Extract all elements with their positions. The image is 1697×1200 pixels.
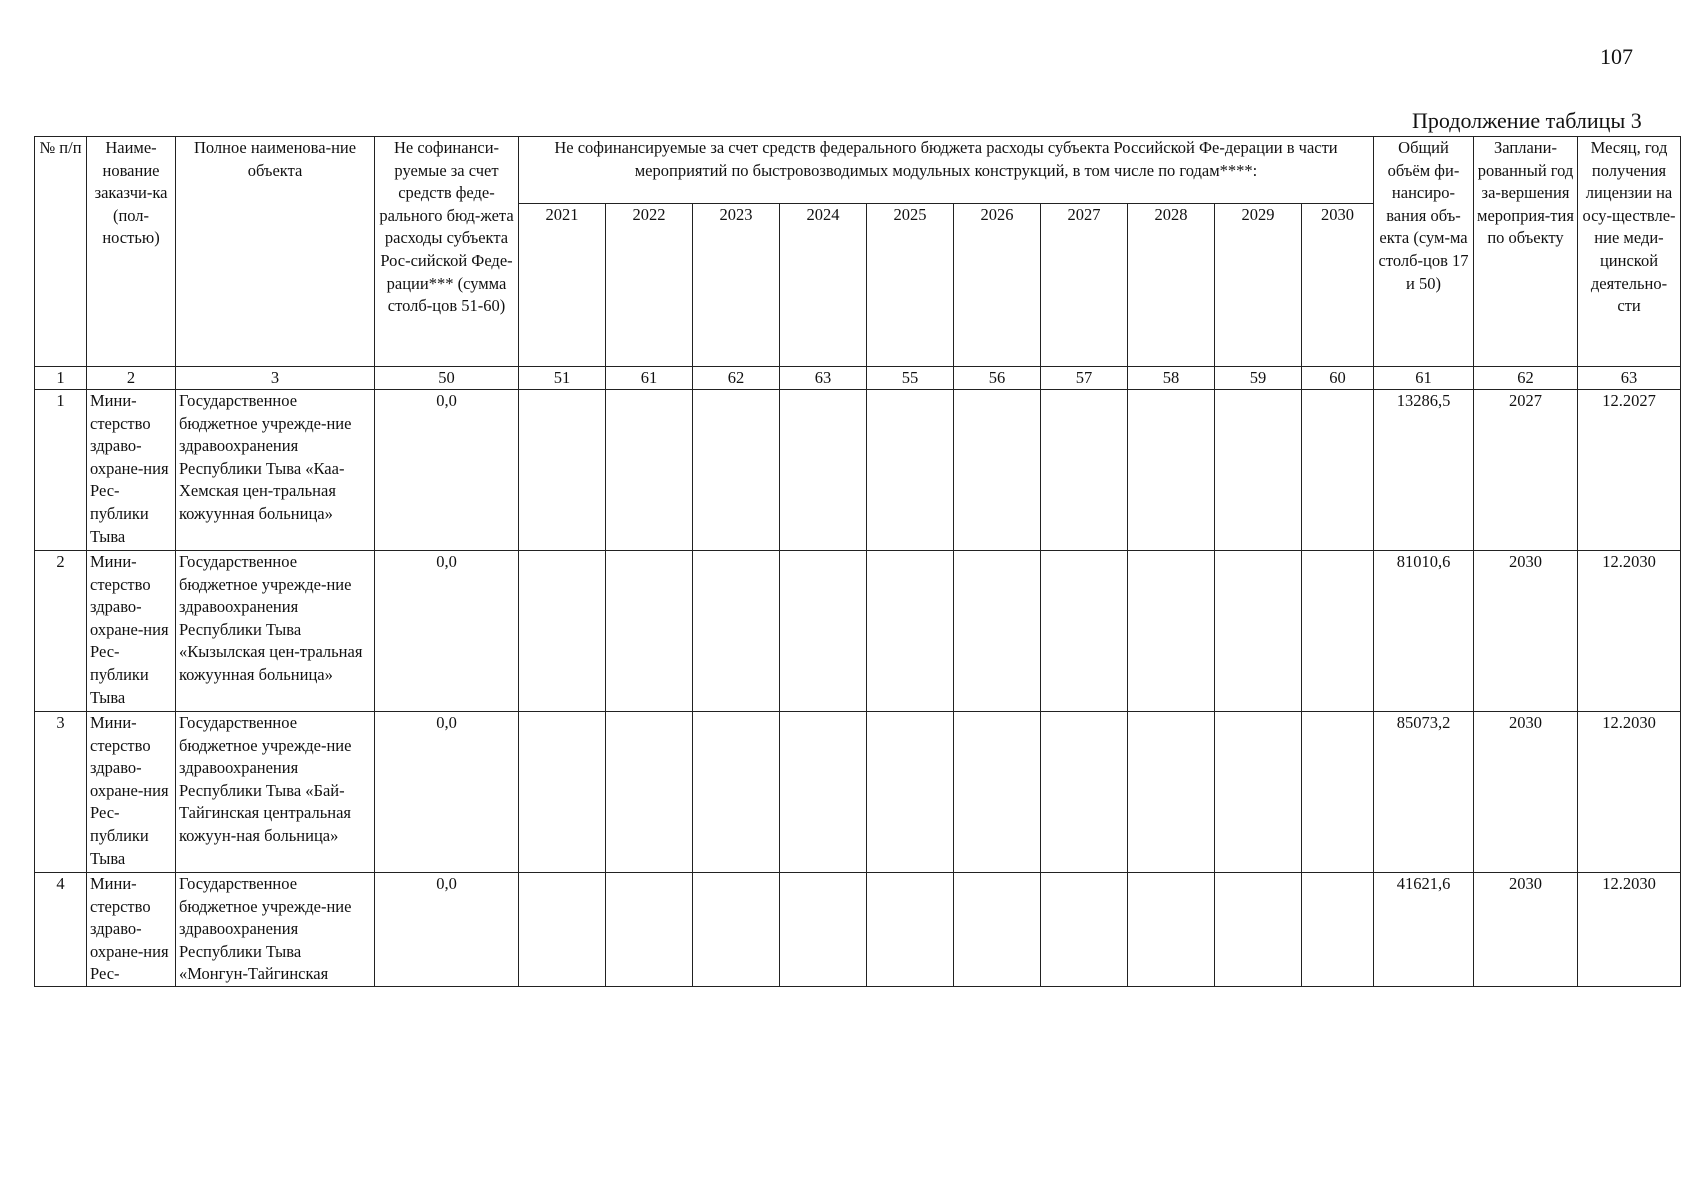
header-customer: Наиме-нование заказчи-ка (пол-ностью): [87, 137, 176, 367]
row-number: 2: [35, 551, 87, 712]
data-table: [34, 136, 1681, 987]
year-header: 2024: [780, 204, 867, 367]
year-cell: [693, 551, 780, 712]
year-cell: [606, 873, 693, 987]
column-number: 62: [693, 367, 780, 390]
header-planned: Заплани-рованный год за-вершения мероприя-тия по объекту: [1474, 137, 1578, 367]
row-number: 3: [35, 712, 87, 873]
cofin-cell: 0,0: [375, 712, 519, 873]
cofin-cell: 0,0: [375, 390, 519, 551]
header-modular: Не софинансируемые за счет средств федерального бюджета расходы субъекта Российской Фе-дерации в части мероприятий по быстровозводимых модульных конструкций, в том числе по годам****:: [519, 137, 1374, 204]
year-cell: [780, 712, 867, 873]
year-cell: [519, 551, 606, 712]
year-cell: [1302, 551, 1374, 712]
year-cell: [954, 551, 1041, 712]
license-cell: 12.2030: [1578, 712, 1681, 873]
year-cell: [1215, 390, 1302, 551]
year-cell: [780, 390, 867, 551]
column-number: 61: [606, 367, 693, 390]
year-header: 2021: [519, 204, 606, 367]
year-cell: [606, 390, 693, 551]
column-number: 61: [1374, 367, 1474, 390]
year-cell: [954, 873, 1041, 987]
year-cell: [1128, 551, 1215, 712]
header-license: Месяц, год получения лицензии на осу-ществле-ние меди-цинской деятельно-сти: [1578, 137, 1681, 367]
year-cell: [1302, 712, 1374, 873]
column-number: 59: [1215, 367, 1302, 390]
year-header: 2026: [954, 204, 1041, 367]
row-number: 1: [35, 390, 87, 551]
customer-cell: Мини-стерство здраво-охране-ния Рес-публики Тыва: [87, 712, 176, 873]
year-cell: [1215, 873, 1302, 987]
license-cell: 12.2030: [1578, 873, 1681, 987]
year-cell: [1041, 551, 1128, 712]
planned-year-cell: 2027: [1474, 390, 1578, 551]
total-cell: 41621,6: [1374, 873, 1474, 987]
year-cell: [519, 873, 606, 987]
total-cell: 81010,6: [1374, 551, 1474, 712]
customer-cell: Мини-стерство здраво-охране-ния Рес-: [87, 873, 176, 987]
header-object: Полное наименова-ние объекта: [176, 137, 375, 367]
column-number: 56: [954, 367, 1041, 390]
row-number: 4: [35, 873, 87, 987]
total-cell: 13286,5: [1374, 390, 1474, 551]
year-cell: [867, 873, 954, 987]
object-cell: Государственное бюджетное учрежде-ние здравоохранения Республики Тыва «Монгун-Тайгинская: [176, 873, 375, 987]
year-cell: [954, 390, 1041, 551]
column-number: 62: [1474, 367, 1578, 390]
year-cell: [606, 712, 693, 873]
year-cell: [1215, 551, 1302, 712]
year-cell: [867, 551, 954, 712]
column-number: 63: [780, 367, 867, 390]
year-cell: [693, 712, 780, 873]
table-row: [35, 873, 1681, 987]
year-cell: [519, 390, 606, 551]
table-row: [35, 712, 1681, 873]
year-cell: [1128, 390, 1215, 551]
cofin-cell: 0,0: [375, 873, 519, 987]
column-number: 63: [1578, 367, 1681, 390]
header-cofin: Не софинанси-руемые за счет средств феде-рального бюд-жета расходы субъекта Рос-сийской Феде-рации*** (сумма столб-цов 51-60): [375, 137, 519, 367]
column-number: 50: [375, 367, 519, 390]
year-cell: [693, 390, 780, 551]
column-number: 55: [867, 367, 954, 390]
planned-year-cell: 2030: [1474, 873, 1578, 987]
object-cell: Государственное бюджетное учрежде-ние здравоохранения Республики Тыва «Бай-Тайгинская центральная кожуун-ная больница»: [176, 712, 375, 873]
year-cell: [519, 712, 606, 873]
year-header: 2029: [1215, 204, 1302, 367]
header-row: [35, 137, 1681, 204]
table-row: [35, 551, 1681, 712]
license-cell: 12.2027: [1578, 390, 1681, 551]
year-cell: [867, 390, 954, 551]
column-number: 60: [1302, 367, 1374, 390]
year-header: 2028: [1128, 204, 1215, 367]
year-header: 2025: [867, 204, 954, 367]
year-cell: [693, 873, 780, 987]
total-cell: 85073,2: [1374, 712, 1474, 873]
planned-year-cell: 2030: [1474, 551, 1578, 712]
year-header: 2022: [606, 204, 693, 367]
customer-cell: Мини-стерство здраво-охране-ния Рес-публики Тыва: [87, 390, 176, 551]
column-number: 58: [1128, 367, 1215, 390]
year-cell: [1041, 390, 1128, 551]
year-header: 2023: [693, 204, 780, 367]
cofin-cell: 0,0: [375, 551, 519, 712]
object-cell: Государственное бюджетное учрежде-ние здравоохранения Республики Тыва «Кызылская цен-тральная кожуунная больница»: [176, 551, 375, 712]
year-cell: [1128, 873, 1215, 987]
column-number: 2: [87, 367, 176, 390]
year-cell: [780, 551, 867, 712]
year-cell: [954, 712, 1041, 873]
table-row: [35, 390, 1681, 551]
year-cell: [1041, 873, 1128, 987]
planned-year-cell: 2030: [1474, 712, 1578, 873]
column-number: 51: [519, 367, 606, 390]
year-cell: [1041, 712, 1128, 873]
year-cell: [1302, 873, 1374, 987]
license-cell: 12.2030: [1578, 551, 1681, 712]
header-total: Общий объём фи-нансиро-вания объ-екта (сум-ма столб-цов 17 и 50): [1374, 137, 1474, 367]
year-header: 2030: [1302, 204, 1374, 367]
column-number-row: [35, 367, 1681, 390]
year-cell: [1302, 390, 1374, 551]
table-caption: Продолжение таблицы 3: [1412, 108, 1642, 133]
page-number: 107: [1600, 44, 1633, 69]
year-cell: [780, 873, 867, 987]
header-num: № п/п: [35, 137, 87, 367]
year-cell: [1215, 712, 1302, 873]
year-cell: [1128, 712, 1215, 873]
column-number: 57: [1041, 367, 1128, 390]
year-cell: [867, 712, 954, 873]
column-number: 3: [176, 367, 375, 390]
year-cell: [606, 551, 693, 712]
year-header: 2027: [1041, 204, 1128, 367]
object-cell: Государственное бюджетное учрежде-ние здравоохранения Республики Тыва «Каа-Хемская цен-тральная кожуунная больница»: [176, 390, 375, 551]
customer-cell: Мини-стерство здраво-охране-ния Рес-публики Тыва: [87, 551, 176, 712]
column-number: 1: [35, 367, 87, 390]
